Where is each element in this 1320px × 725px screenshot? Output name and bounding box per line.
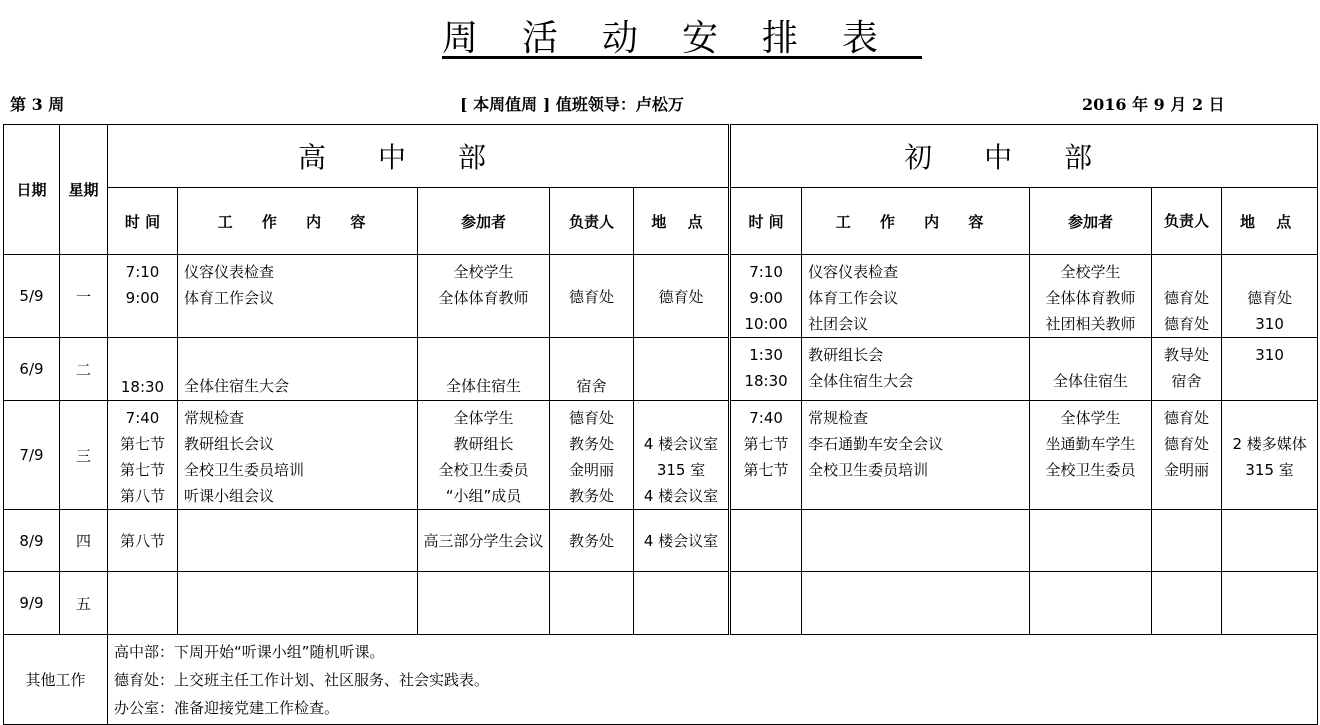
row-date: 5/9 bbox=[4, 255, 60, 338]
hs-location: 4 楼会议室 bbox=[634, 510, 730, 572]
js-time: 1:30 18:30 bbox=[730, 338, 802, 401]
hs-time: 7:40 第七节 第七节 第八节 bbox=[108, 401, 178, 510]
js-content: 常规检查 李石通勤车安全会议 全校卫生委员培训 bbox=[802, 401, 1030, 510]
js-person bbox=[1152, 572, 1222, 635]
hs-time: 18:30 bbox=[108, 338, 178, 401]
js-content: 仪容仪表检查 体育工作会议 社团会议 bbox=[802, 255, 1030, 338]
duty-leader: [ 本周值周 ] 值班领导：卢松万 bbox=[460, 95, 684, 114]
js-location: 德育处 310 bbox=[1222, 255, 1318, 338]
js-col-participants: 参加者 bbox=[1030, 188, 1152, 255]
js-col-person: 负责人 bbox=[1152, 188, 1222, 255]
hs-content: 全体住宿生大会 bbox=[178, 338, 418, 401]
hs-person: 德育处 教务处 金明丽 教务处 bbox=[550, 401, 634, 510]
table-row bbox=[4, 255, 1318, 338]
js-col-content: 工 作 内 容 bbox=[802, 188, 1030, 255]
js-col-location: 地 点 bbox=[1222, 188, 1318, 255]
hs-location: 德育处 bbox=[634, 255, 730, 338]
js-person: 德育处 德育处 金明丽 bbox=[1152, 401, 1222, 510]
row-date: 9/9 bbox=[4, 572, 60, 635]
hs-content bbox=[178, 510, 418, 572]
table-row bbox=[4, 338, 1318, 401]
js-location bbox=[1222, 510, 1318, 572]
hs-col-person: 负责人 bbox=[550, 188, 634, 255]
js-content bbox=[802, 572, 1030, 635]
js-person: 德育处 德育处 bbox=[1152, 255, 1222, 338]
js-col-time: 时 间 bbox=[730, 188, 802, 255]
row-weekday: 三 bbox=[60, 401, 108, 510]
hs-col-location: 地 点 bbox=[634, 188, 730, 255]
js-time: 7:40 第七节 第七节 bbox=[730, 401, 802, 510]
js-location bbox=[1222, 572, 1318, 635]
hs-col-time: 时 间 bbox=[108, 188, 178, 255]
hs-content bbox=[178, 572, 418, 635]
hs-participants: 全体学生 教研组长 全校卫生委员 “小组”成员 bbox=[418, 401, 550, 510]
js-time: 7:10 9:00 10:00 bbox=[730, 255, 802, 338]
other-work-line: 办公室：准备迎接党建工作检查。 bbox=[114, 698, 340, 717]
other-work-line: 高中部：下周开始“听课小组”随机听课。 bbox=[114, 642, 385, 661]
row-weekday: 二 bbox=[60, 338, 108, 401]
js-time bbox=[730, 510, 802, 572]
hs-col-participants: 参加者 bbox=[418, 188, 550, 255]
hs-person bbox=[550, 572, 634, 635]
other-work-row bbox=[4, 635, 1318, 725]
hs-time bbox=[108, 572, 178, 635]
col-date: 日期 bbox=[4, 125, 60, 255]
other-work-content bbox=[108, 635, 1318, 725]
js-location: 2 楼多媒体 315 室 bbox=[1222, 401, 1318, 510]
row-date: 7/9 bbox=[4, 401, 60, 510]
js-participants: 全体学生 坐通勤车学生 全校卫生委员 bbox=[1030, 401, 1152, 510]
row-weekday: 四 bbox=[60, 510, 108, 572]
table-row bbox=[4, 572, 1318, 635]
hs-col-content: 工 作 内 容 bbox=[178, 188, 418, 255]
js-participants bbox=[1030, 572, 1152, 635]
js-participants bbox=[1030, 510, 1152, 572]
js-person bbox=[1152, 510, 1222, 572]
row-weekday: 五 bbox=[60, 572, 108, 635]
js-person: 教导处 宿舍 bbox=[1152, 338, 1222, 401]
hs-time: 第八节 bbox=[108, 510, 178, 572]
js-participants: 全体住宿生 bbox=[1030, 338, 1152, 401]
hs-participants bbox=[418, 572, 550, 635]
other-work-line: 德育处：上交班主任工作计划、社区服务、社会实践表。 bbox=[114, 670, 490, 689]
hs-person: 宿舍 bbox=[550, 338, 634, 401]
hs-participants: 全校学生 全体体育教师 bbox=[418, 255, 550, 338]
hs-participants: 高三部分学生会议 bbox=[418, 510, 550, 572]
hs-person: 德育处 bbox=[550, 255, 634, 338]
junior-school-header: 初中部 bbox=[730, 125, 1318, 188]
table-row bbox=[4, 510, 1318, 572]
hs-participants: 全体住宿生 bbox=[418, 338, 550, 401]
other-work-label: 其他工作 bbox=[4, 635, 108, 725]
page-title: 周活动安排表 bbox=[441, 18, 922, 59]
week-number: 第 3 周 bbox=[10, 95, 65, 114]
row-date: 6/9 bbox=[4, 338, 60, 401]
schedule-table bbox=[3, 124, 1318, 725]
hs-content: 仪容仪表检查 体育工作会议 bbox=[178, 255, 418, 338]
col-weekday: 星期 bbox=[60, 125, 108, 255]
high-school-header: 高中部 bbox=[108, 125, 730, 188]
hs-location bbox=[634, 338, 730, 401]
js-content: 教研组长会 全体住宿生大会 bbox=[802, 338, 1030, 401]
table-row bbox=[4, 401, 1318, 510]
row-weekday: 一 bbox=[60, 255, 108, 338]
hs-content: 常规检查 教研组长会议 全校卫生委员培训 听课小组会议 bbox=[178, 401, 418, 510]
js-location: 310 bbox=[1222, 338, 1318, 401]
js-content bbox=[802, 510, 1030, 572]
js-time bbox=[730, 572, 802, 635]
row-date: 8/9 bbox=[4, 510, 60, 572]
hs-location bbox=[634, 572, 730, 635]
hs-time: 7:10 9:00 bbox=[108, 255, 178, 338]
hs-person: 教务处 bbox=[550, 510, 634, 572]
hs-location: 4 楼会议室 315 室 4 楼会议室 bbox=[634, 401, 730, 510]
js-participants: 全校学生 全体体育教师 社团相关教师 bbox=[1030, 255, 1152, 338]
report-date: 2016 年 9 月 2 日 bbox=[1082, 95, 1225, 114]
